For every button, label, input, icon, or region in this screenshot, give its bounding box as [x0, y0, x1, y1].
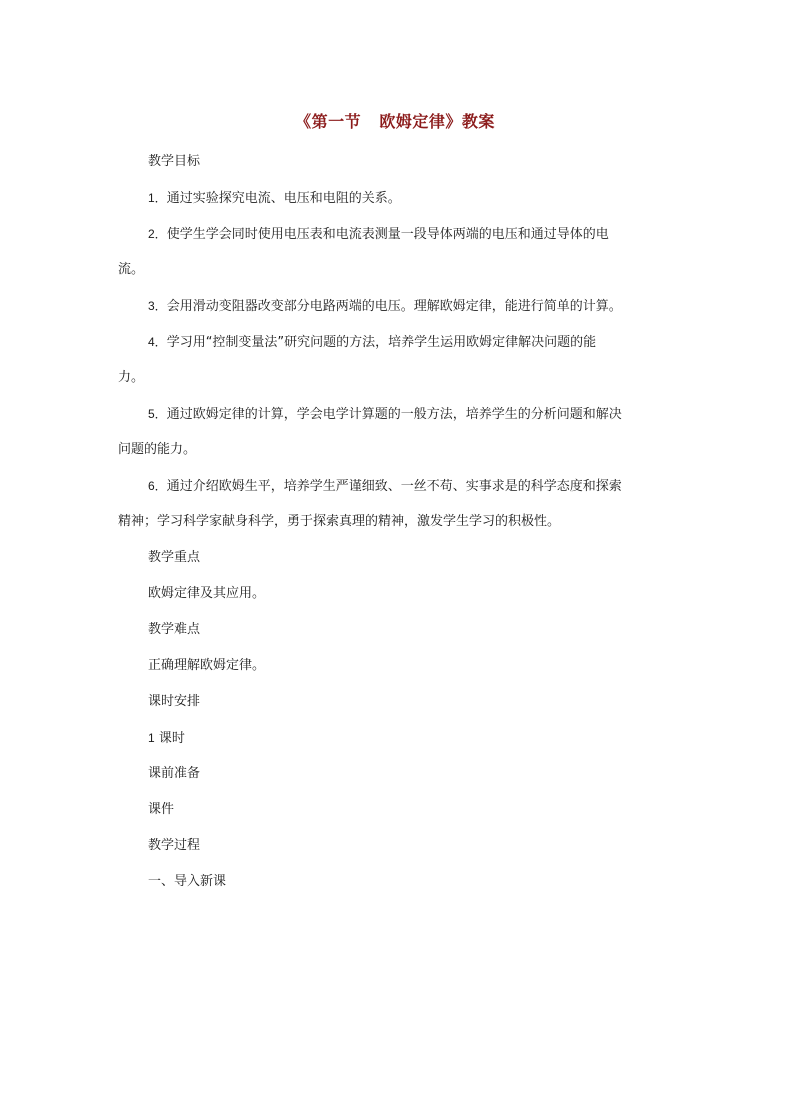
prep-heading: 课前准备 [148, 766, 201, 781]
objectives-heading: 教学目标 [148, 154, 201, 169]
objective-text: 通过介绍欧姆生平，培养学生严谨细致、一丝不苟、实事求是的科学态度和探索 [166, 479, 622, 494]
prep-text: 课件 [148, 802, 175, 817]
document-title: 《第一节 欧姆定律》教案 [295, 112, 495, 131]
objective-item-5-continued: 问题的能力。 [118, 442, 197, 457]
objective-text: 会用滑动变阻器改变部分电路两端的电压。理解欧姆定律，能进行简单的计算。 [166, 299, 622, 314]
objective-text: 通过欧姆定律的计算，学会电学计算题的一般方法，培养学生的分析问题和解决 [166, 407, 622, 422]
objective-number: 5． [148, 407, 167, 421]
difficulties-heading: 教学难点 [148, 622, 201, 637]
objective-text: 学习用“控制变量法”研究问题的方法，培养学生运用欧姆定律解决问题的能 [166, 335, 597, 350]
objective-item-6 [148, 477, 622, 496]
objective-item-2 [148, 225, 609, 244]
objective-text: 通过实验探究电流、电压和电阻的关系。 [166, 191, 401, 206]
objective-item-6-continued: 精神；学习科学家献身科学，勇于探索真理的精神，激发学生学习的积极性。 [118, 514, 561, 529]
difficulties-text: 正确理解欧姆定律。 [148, 658, 266, 673]
objective-number: 2． [148, 227, 167, 241]
key-points-heading: 教学重点 [148, 550, 201, 565]
objective-item-4-continued: 力。 [118, 370, 145, 385]
objective-number: 3． [148, 299, 167, 313]
objective-item-5 [148, 405, 622, 424]
objective-item-2-continued: 流。 [118, 262, 145, 277]
process-step-1: 一、导入新课 [148, 874, 227, 889]
schedule-unit: 课时 [158, 731, 185, 746]
schedule-heading: 课时安排 [148, 694, 201, 709]
schedule-text [148, 729, 185, 748]
objective-item-4 [148, 333, 596, 352]
objective-number: 1． [148, 191, 167, 205]
process-heading: 教学过程 [148, 838, 201, 853]
objective-text: 使学生学会同时使用电压表和电流表测量一段导体两端的电压和通过导体的电 [166, 227, 609, 242]
objective-number: 6． [148, 479, 167, 493]
objective-item-1 [148, 189, 401, 208]
objective-item-3 [148, 297, 622, 316]
schedule-number: 1 [148, 731, 155, 745]
key-points-text: 欧姆定律及其应用。 [148, 586, 266, 601]
objective-number: 4． [148, 335, 167, 349]
